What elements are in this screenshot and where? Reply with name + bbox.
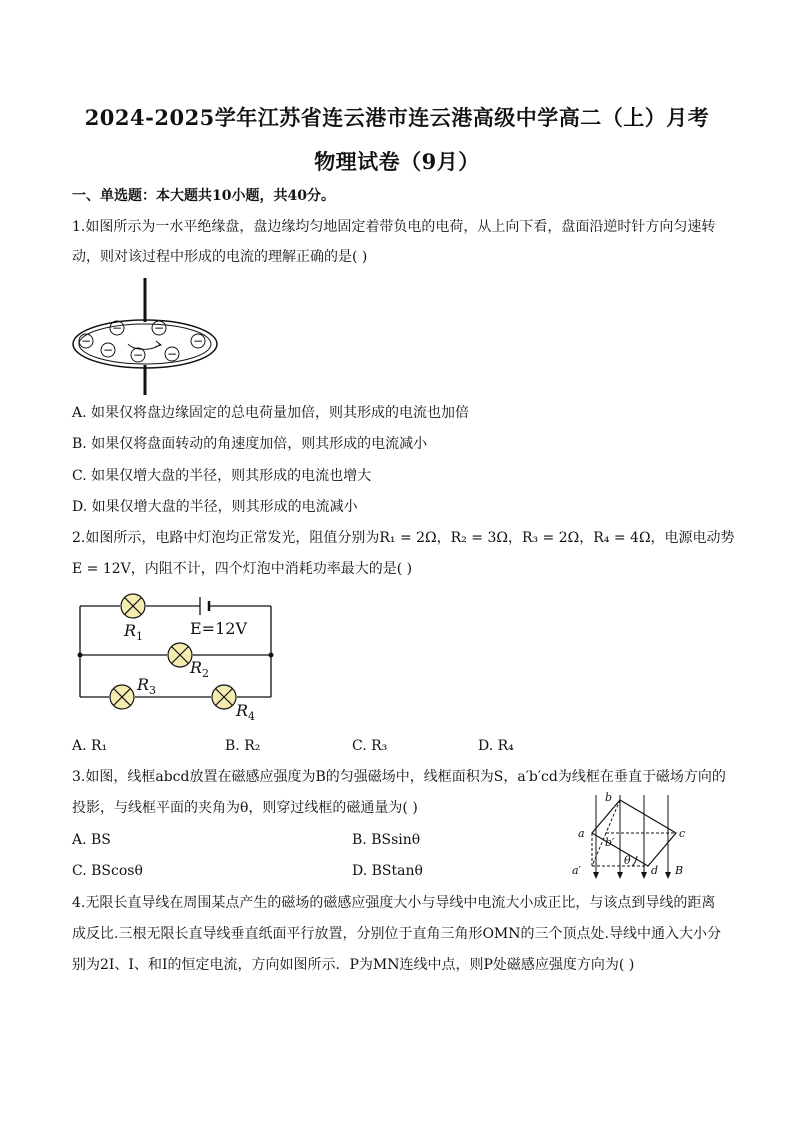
svg-text:θ: θ — [624, 854, 631, 867]
q1-option-c: C. 如果仅增大盘的半径，则其形成的电流也增大 — [72, 468, 372, 484]
q4-stem-line1: 4.无限长直导线在周围某点产生的磁场的磁感应强度大小与导线中电流大小成正比，与该点到导线的距离 — [72, 895, 716, 911]
q3-option-c: C. BScosθ — [72, 863, 143, 879]
svg-text:d: d — [651, 864, 659, 877]
svg-text:a′: a′ — [572, 864, 582, 877]
q1-option-b: B. 如果仅将盘面转动的角速度加倍，则其形成的电流减小 — [72, 436, 428, 452]
svg-text:c: c — [679, 827, 686, 840]
q1-option-a: A. 如果仅将盘边缘固定的总电荷量加倍，则其形成的电流也加倍 — [72, 405, 470, 421]
svg-text:R3: $R_3$ — [137, 675, 157, 697]
q3-stem-line1: 3.如图，线框abcd放置在磁感应强度为B的匀强磁场中，线框面积为S，a′b′cd为线框在垂直于磁场方向的 — [72, 769, 726, 785]
q2-stem-line2: E = 12V，内阻不计，四个灯泡中消耗功率最大的是( ) — [72, 561, 413, 577]
svg-text:R2: $R_2$ — [190, 658, 210, 680]
q2-stem-line1: 2.如图所示，电路中灯泡均正常发光，阻值分别为R₁ = 2Ω，R₂ = 3Ω，R₃ = 2Ω，R₄ = 4Ω，电源电动势 — [72, 530, 735, 546]
svg-text:−: − — [80, 334, 92, 348]
svg-text:−: − — [132, 348, 144, 362]
q2-option-b: B. R₂ — [225, 738, 261, 754]
svg-text:b: b — [605, 791, 613, 804]
svg-text:−: − — [192, 334, 204, 348]
q3-option-a: A. BS — [72, 832, 111, 848]
svg-text:a: a — [578, 827, 585, 840]
svg-text:B: B — [675, 864, 684, 877]
q1-option-d: D. 如果仅增大盘的半径，则其形成的电流减小 — [72, 499, 358, 515]
q2-option-d: D. R₄ — [478, 738, 514, 754]
svg-text:−: − — [166, 347, 178, 361]
q3-stem-line2: 投影，与线框平面的夹角为θ，则穿过线框的磁通量为( ) — [72, 800, 418, 816]
q3-option-d: D. BStanθ — [352, 863, 423, 879]
q4-stem-line3: 别为2I、I、和I的恒定电流，方向如图所示．P为MN连线中点，则P处磁感应强度方向为( ) — [72, 957, 635, 973]
svg-text:−: − — [153, 321, 165, 335]
section-heading: 一、单选题：本大题共10小题，共40分。 — [72, 188, 335, 204]
q1-stem-line2: 动，则对该过程中形成的电流的理解正确的是( ) — [72, 249, 368, 265]
svg-text:−: − — [111, 321, 123, 335]
exam-title-line1: 2024-2025学年江苏省连云港市连云港高级中学高二（上）月考 — [84, 105, 710, 130]
svg-text:R1: $R_1$ — [124, 621, 144, 643]
q4-stem-line2: 成反比.三根无限长直导线垂直纸面平行放置，分别位于直角三角形OMN的三个顶点处.导线中通入大小分 — [72, 926, 721, 942]
svg-text:E=12V: E=12V — [190, 619, 247, 638]
exam-title-line2: 物理试卷（9月） — [314, 149, 480, 174]
svg-text:−: − — [102, 343, 114, 357]
q2-option-a: A. R₁ — [72, 738, 108, 754]
q1-stem-line1: 1.如图所示为一水平绝缘盘，盘边缘均匀地固定着带负电的电荷，从上向下看，盘面沿逆时针方向匀速转 — [72, 219, 716, 235]
q3-option-b: B. BSsinθ — [352, 832, 421, 848]
q2-option-c: C. R₃ — [352, 738, 388, 754]
svg-text:R4: $R_4$ — [236, 701, 256, 723]
svg-text:b′: b′ — [605, 836, 615, 849]
